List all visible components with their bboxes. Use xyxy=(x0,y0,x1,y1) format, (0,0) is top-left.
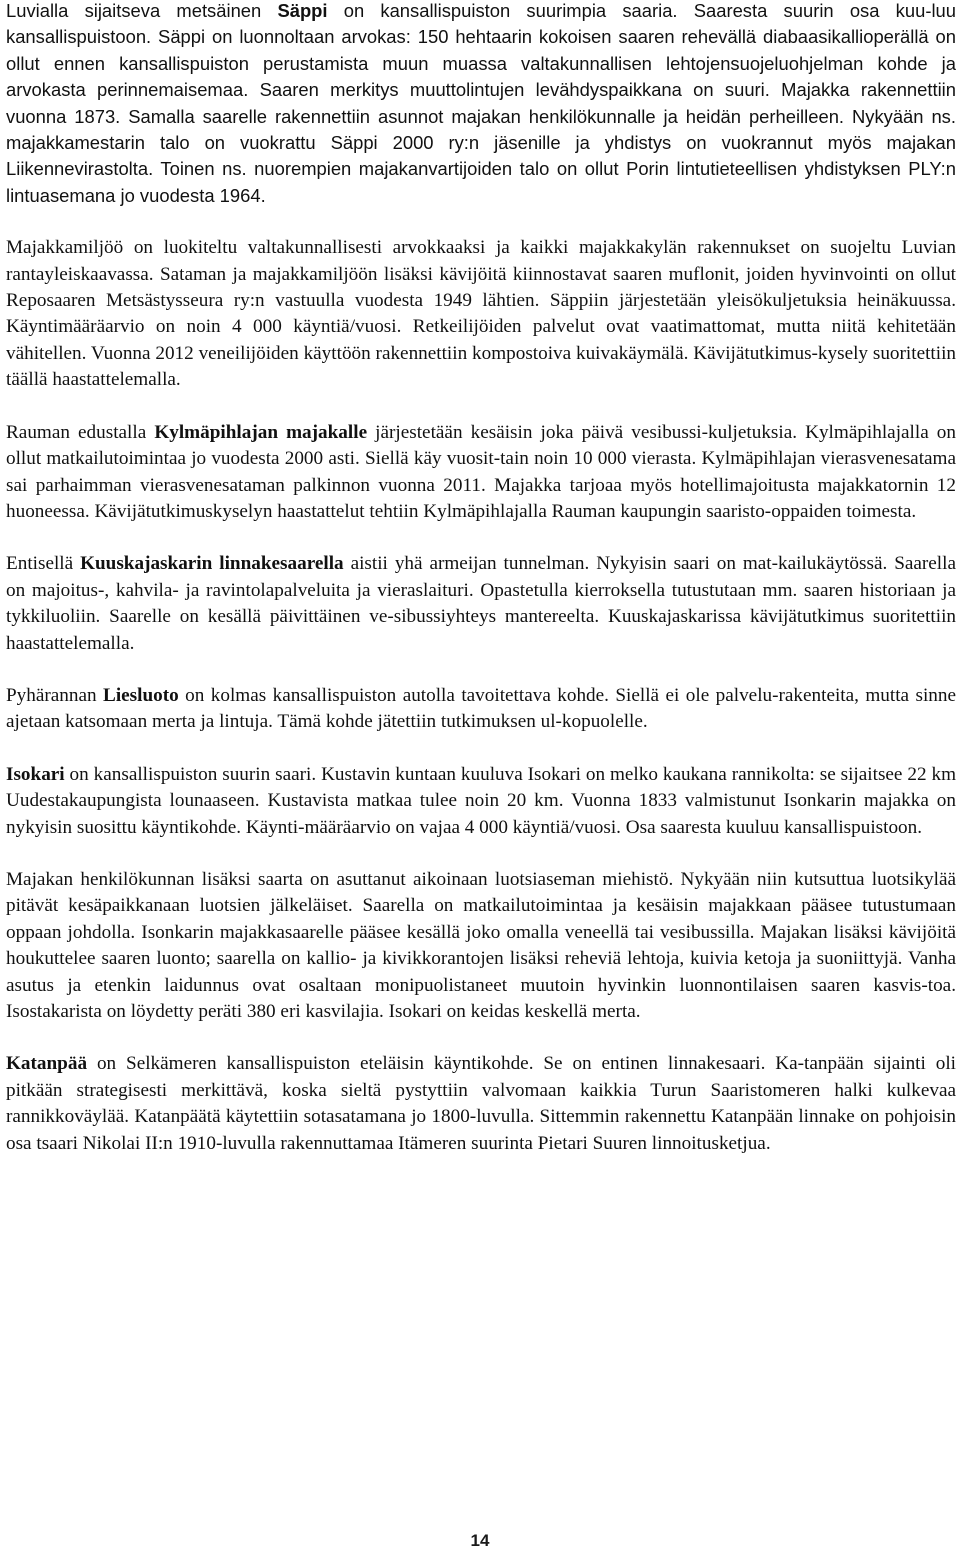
text-segment: Rauman edustalla xyxy=(6,421,155,443)
place-name-kuuskajaskari: Kuuskajaskarin linnakesaarella xyxy=(80,553,344,575)
place-name-liesluoto: Liesluoto xyxy=(103,684,179,706)
paragraph-sappi xyxy=(6,0,956,209)
paragraph-majakan-henkilokunta xyxy=(6,867,956,1025)
place-name-isokari: Isokari xyxy=(6,763,65,785)
text-segment: Luvialla sijaitseva metsäinen xyxy=(6,0,278,21)
text-segment: Majakan henkilökunnan lisäksi saarta on asuttanut aikoinaan luotsiaseman miehistö. Nykyään niin kutsuttua luotsikylää pitävät kesäpaikkanaan luotsien jälkeläiset. Saarella on matkailutoimintaa ja kesäisin majakkaan pääsee tutustumaan oppaan johdolla. Isonkarin majakkasaarelle pääsee kesällä joko omalla veneellä tai vesibussilla. Majakan lisäksi kävijöitä houkuttelee saaren luonto; saarella on kallio- ja kivikkorantojen lisäksi reheviä lehtoja, kuivia ketoja ja suoniittyjä. Vanha asutus ja etenkin laidunnus ovat osaltaan monipuolistaneet muutoin hyvinkin luonnontilaisen saaren kasvis-toa. Isostakarista on löydetty peräti 380 eri kasvilajia. Isokari on keidas keskellä merta. xyxy=(6,868,956,1022)
paragraph-majakkamiljoo xyxy=(6,235,956,393)
paragraph-kylmapihlaja xyxy=(6,420,956,526)
page-number: 14 xyxy=(470,1531,490,1550)
place-name-kylmapihlaja: Kylmäpihlajan majakalle xyxy=(154,421,368,443)
place-name-katanpaa: Katanpää xyxy=(6,1053,88,1075)
text-segment: järjestetään kesäisin joka päivä vesibussi-kuljetuksia. Kylmäpihlajalla on ollut matkailutoimintaa jo vuodesta 2000 asti. Siellä käy vuosit-tain noin 10 000 vierasta. Kylmäpihlajan vierasvenesatama sai parhaimman vierasvenesataman palkinnon vuonna 2011. Majakka tarjoaa myös hotellimajoitusta majakkatornin 12 huoneessa. Kävijätutkimuskyselyn haastattelut tehtiin Kylmäpihlajalla Rauman kaupungin saaristo-oppaiden toimesta. xyxy=(6,421,956,522)
text-segment: Entisellä xyxy=(6,553,81,575)
paragraph-isokari xyxy=(6,762,956,841)
paragraph-liesluoto xyxy=(6,683,956,736)
text-segment: aistii yhä armeijan tunnelman. Nykyisin saari on mat-kailukäytössä. Saarella on majoitus-, kahvila- ja ravintolapalveluita ja vieraslaituri. Opastetulla kierroksella tutustutaan mm. saaren historiaan ja tykkiluoliin. Saarelle on kesällä päivittäinen ve-sibussiyhteys mantereelta. Kuuskajaskarissa kävijätutkimus suoritettiin haastattelemalla. xyxy=(6,553,956,654)
text-segment: on kansallispuiston suurimpia saaria. Saaresta suurin osa kuu-luu kansallispuistoon. Säppi on luonnoltaan arvokas: 150 hehtaarin kokoisen saaren rehevällä diabaasikallioperällä on ollut ennen kansallispuiston perustamista muun muassa valtakunnallisen lehtojensuojeluohjelman kohde ja arvokasta perinnemaisemaa. Saaren merkitys muuttolintujen levähdyspaikkana on suuri. Majakka rakennettiin vuonna 1873. Samalla saarelle rakennettiin asunnot majakan henkilökunnalle ja heidän perheilleen. Nykyään ns. majakkamestarin talo on vuokrattu Säppi 2000 ry:n jäsenille ja yhdistys on vuokrannut myös majakan Liikennevirastolta. Toinen ns. nuorempien majakanvartijoiden talo on ollut Porin lintutieteellisen yhdistyksen PLY:n lintuasemana jo vuodesta 1964. xyxy=(6,0,956,206)
document-page xyxy=(6,0,956,1183)
paragraph-katanpaa xyxy=(6,1051,956,1157)
text-segment: on Selkämeren kansallispuiston eteläisin käyntikohde. Se on entinen linnakesaari. Ka-tanpään sijainti oli pitkään strategisesti merkittävä, koska sieltä pystyttiin valvomaan kaikkia Turun Saaristomeren halki kulkevaa rannikkoväylää. Katanpäätä käytettiin sotasatamana jo 1800-luvulla. Sittemmin rakennettu Katanpään linnake on pohjoisin osa tsaari Nikolai II:n 1910-luvulla rakennuttamaa Itämeren suurinta Pietari Suuren linnoitusketjua. xyxy=(6,1053,956,1154)
text-segment: Pyhärannan xyxy=(6,684,104,706)
paragraph-kuuskajaskari xyxy=(6,551,956,657)
text-segment: on kansallispuiston suurin saari. Kustavin kuntaan kuuluva Isokari on melko kaukana rannikolta: se sijaitsee 22 km Uudestakaupungista lounaaseen. Kustavista matkaa tulee noin 20 km. Vuonna 1833 valmistunut Isonkarin majakka on nykyisin suosittu käyntikohde. Käynti-määräarvio on vajaa 4 000 käyntiä/vuosi. Osa saaresta kuuluu kansallispuistoon. xyxy=(6,763,956,838)
text-segment: Majakkamiljöö on luokiteltu valtakunnallisesti arvokkaaksi ja kaikki majakkakylän rakennukset on suojeltu Luvian rantayleiskaavassa. Sataman ja majakkamiljöön lisäksi kävijöitä kiinnostavat saaren muflonit, joiden hyvinvointi on ollut Reposaaren Metsästysseura ry:n vastuulla vuodesta 1949 lähtien. Säppiin järjestetään yleisökuljetuksia heinäkuussa. Käyntimääräarvio on noin 4 000 käyntiä/vuosi. Retkeilijöiden palvelut ovat vaatimattomat, mutta niitä kehitetään vähitellen. Vuonna 2012 veneilijöiden käyttöön rakennettiin kompostoiva kuivakäymälä. Kävijätutkimus-kysely suoritettiin täällä haastattelemalla. xyxy=(6,237,956,391)
text-segment: on kolmas kansallispuiston autolla tavoitettava kohde. Siellä ei ole palvelu-rakenteita, mutta sinne ajetaan katsomaan merta ja lintuja. Tämä kohde jätettiin tutkimuksen ul-kopuolelle. xyxy=(6,684,956,733)
place-name-sappi: Säppi xyxy=(277,0,328,21)
